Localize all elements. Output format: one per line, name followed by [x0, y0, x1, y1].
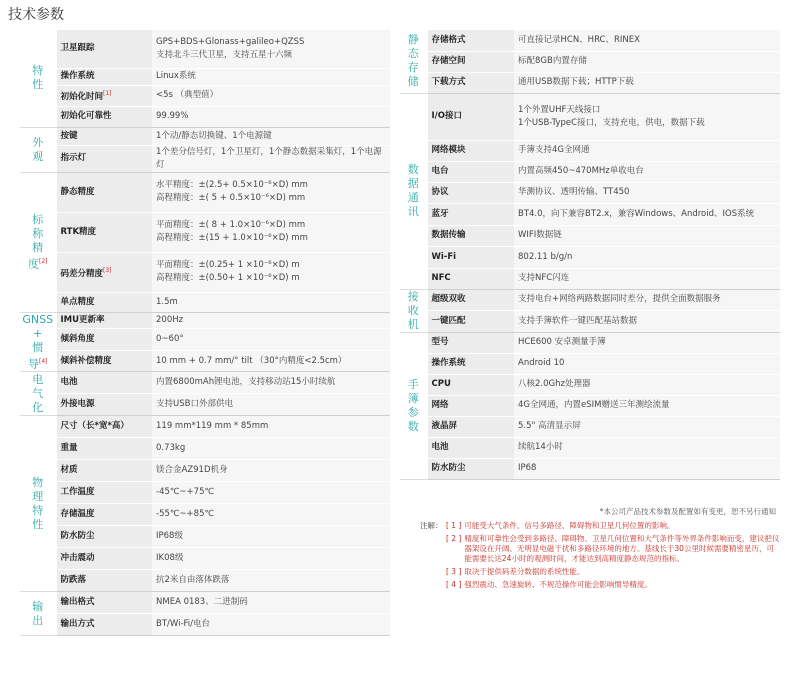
- spec-label: [56, 106, 152, 127]
- footnote-ref: [1]: [103, 90, 112, 98]
- spec-label: [56, 351, 152, 372]
- footnote-ref: [3]: [103, 266, 112, 274]
- note-tag: [ 3 ]: [446, 567, 462, 576]
- group-label: 特 性: [20, 30, 56, 127]
- spec-label: [56, 592, 152, 614]
- spec-label: [427, 268, 514, 289]
- spec-value: 200Hz: [152, 312, 390, 329]
- notes-lead: [420, 534, 446, 564]
- spec-row: [400, 332, 780, 353]
- spec-value: 支持NFC闪连: [514, 268, 780, 289]
- spec-row: [20, 172, 390, 212]
- spec-label: [427, 246, 514, 268]
- notes-lead: [420, 567, 446, 577]
- spec-value: 10 mm + 0.7 mm/° tilt （30°内精度<2.5cm）: [152, 351, 390, 372]
- spec-label: [56, 30, 152, 68]
- spec-label-text: 存储格式: [431, 34, 466, 45]
- spec-label-text: 指示灯: [60, 153, 87, 163]
- note-tag: [ 1 ]: [446, 521, 462, 530]
- spec-row: [400, 416, 780, 437]
- spec-label: [427, 311, 514, 333]
- spec-label: [427, 161, 514, 182]
- spec-label: [427, 182, 514, 203]
- spec-value: 平面精度：±(0.25+ 1 ×10⁻⁶×D) m 高程精度：±(0.50+ 1 ×10⁻⁶×D) m: [152, 252, 390, 292]
- note-text: 可能受大气条件、信号多路径、障碍物和卫星几何位置的影响。: [464, 521, 675, 530]
- spec-label: [56, 570, 152, 592]
- spec-label-text: 防水防尘: [431, 463, 466, 473]
- spec-label-text: 尺寸（长*宽*高）: [60, 421, 129, 432]
- spec-row: [400, 311, 780, 333]
- spec-row: [400, 203, 780, 225]
- note-item: [420, 534, 780, 564]
- spec-value: 水平精度：±(2.5+ 0.5×10⁻⁶×D) mm 高程精度：±( 5 + 0.5×10⁻⁶×D) mm: [152, 172, 390, 212]
- spec-label: [427, 437, 514, 458]
- spec-label: [56, 145, 152, 172]
- spec-label: [56, 172, 152, 212]
- spec-label: [427, 332, 514, 353]
- spec-label-text: 材质: [60, 465, 78, 476]
- spec-value: Android 10: [514, 353, 780, 374]
- spec-label-text: 冲击震动: [60, 553, 95, 564]
- spec-label-text: 下载方式: [431, 77, 466, 87]
- footnote-ref: [4]: [39, 357, 48, 365]
- spec-label-text: 单点精度: [60, 296, 95, 307]
- spec-label: [427, 203, 514, 225]
- spec-row: [20, 416, 390, 438]
- spec-value: 0~60°: [152, 329, 390, 351]
- spec-value: 99.99%: [152, 106, 390, 127]
- spec-row: [20, 312, 390, 329]
- spec-label-text: 操作系统: [431, 358, 466, 368]
- spec-label: [427, 289, 514, 311]
- spec-label: [56, 68, 152, 85]
- spec-label: [427, 395, 514, 416]
- spec-label-text: CPU: [431, 379, 451, 389]
- spec-row: [400, 246, 780, 268]
- spec-label-text: RTK精度: [60, 226, 97, 237]
- spec-value: 1个外置UHF天线接口 1个USB-TypeC接口，支持充电，供电，数据下载: [514, 93, 780, 140]
- spec-label-text: 蓝牙: [431, 208, 449, 219]
- spec-row: [20, 292, 390, 312]
- disclaimer: *本公司产品技术参数及配置如有变更，恕不另行通知: [599, 507, 776, 516]
- spec-label-text: 卫星跟踪: [60, 43, 95, 54]
- spec-value: 手簿支持4G全网通: [514, 140, 780, 161]
- group-label: 静 态 存 储: [400, 30, 427, 93]
- spec-label-text: 电池: [431, 442, 449, 452]
- spec-label-text: 操作系统: [60, 71, 95, 81]
- spec-row: [20, 548, 390, 570]
- spec-label: [56, 438, 152, 460]
- spec-label-text: 超级双收: [431, 294, 466, 305]
- spec-value: 八核2.0Ghz处理器: [514, 374, 780, 395]
- spec-value: 通用USB数据下载；HTTP下载: [514, 72, 780, 93]
- spec-label: [56, 394, 152, 416]
- spec-row: [400, 30, 780, 51]
- spec-label: [427, 353, 514, 374]
- spec-value: 1个差分信号灯，1个卫星灯，1个静态数据采集灯，1个电源灯: [152, 145, 390, 172]
- notes: [420, 521, 780, 593]
- spec-label-text: 数据传输: [431, 230, 466, 240]
- spec-row: [400, 458, 780, 479]
- spec-value: <5s （典型值）: [152, 85, 390, 106]
- spec-value: 支持电台+网络两路数据同时差分，提供全面数据服务: [514, 289, 780, 311]
- spec-row: [20, 460, 390, 482]
- spec-row: [400, 182, 780, 203]
- note-item: [420, 567, 780, 577]
- group-label: 外 观: [20, 127, 56, 172]
- spec-row: [400, 437, 780, 458]
- spec-label-text: 按键: [60, 130, 78, 141]
- spec-label-text: 存储空间: [431, 56, 466, 66]
- note-item: [420, 580, 780, 590]
- spec-row: [20, 504, 390, 526]
- spec-label-text: 输出格式: [60, 597, 95, 608]
- spec-value: 支持USB口外部供电: [152, 394, 390, 416]
- spec-label-text: 初始化可靠性: [60, 111, 112, 121]
- spec-value: 4G全网通，内置eSIM赠送三年测绘流量: [514, 395, 780, 416]
- spec-row: [400, 353, 780, 374]
- spec-label-text: 码差分精度: [60, 268, 104, 279]
- spec-value: 华测协议、透明传输、TT450: [514, 182, 780, 203]
- spec-value: 0.73kg: [152, 438, 390, 460]
- spec-value: IK08级: [152, 548, 390, 570]
- spec-label-text: IMU更新率: [60, 314, 105, 325]
- spec-table-right: [400, 30, 780, 480]
- spec-label: [427, 93, 514, 140]
- spec-row: [20, 394, 390, 416]
- group-label: 数 据 通 讯: [400, 93, 427, 289]
- spec-row: [20, 68, 390, 85]
- spec-label-text: 液晶屏: [431, 421, 458, 431]
- note-text: 取决于提供码差分数据的系统性能。: [464, 567, 585, 576]
- spec-row: [20, 592, 390, 614]
- spec-value: BT/Wi-Fi/电台: [152, 614, 390, 636]
- spec-label-text: Wi-Fi: [431, 251, 457, 262]
- spec-value: 标配8GB内置存储: [514, 51, 780, 72]
- spec-row: [20, 30, 390, 68]
- spec-row: [20, 482, 390, 504]
- spec-row: [400, 374, 780, 395]
- spec-row: [20, 252, 390, 292]
- spec-label-text: 电池: [60, 377, 78, 388]
- spec-row: [20, 212, 390, 252]
- spec-value: 1.5m: [152, 292, 390, 312]
- spec-label-text: 型号: [431, 337, 449, 347]
- spec-label-text: 静态精度: [60, 186, 95, 197]
- note-text: 精度和可靠性会受到多路径、障碍物、卫星几何位置和大气条件等外界条件影响而变，建议把仪器架设在开阔、无明显电磁干扰和多路径环境的地方。基线长于30公里时候需要精密星历，可能需要长达24小时的观测时间，才能达到高精度静态规范的指标。: [464, 534, 780, 563]
- group-label: GNSS + 惯 导[4]: [20, 312, 56, 372]
- spec-label: [56, 482, 152, 504]
- spec-label: [56, 312, 152, 329]
- footnote-ref: [2]: [39, 257, 48, 265]
- spec-value: -55℃~+85℃: [152, 504, 390, 526]
- spec-label: [427, 416, 514, 437]
- spec-label: [427, 458, 514, 479]
- spec-label: [56, 85, 152, 106]
- spec-row: [400, 93, 780, 140]
- spec-value: 内置6800mAh锂电池，支持移动站15小时续航: [152, 372, 390, 394]
- spec-label: [427, 30, 514, 51]
- spec-label: [56, 526, 152, 548]
- spec-row: [20, 614, 390, 636]
- spec-value: 支持手簿软件一键匹配基站数据: [514, 311, 780, 333]
- spec-row: [400, 289, 780, 311]
- spec-label: [56, 460, 152, 482]
- spec-label-text: 倾斜角度: [60, 334, 95, 345]
- spec-row: [400, 51, 780, 72]
- spec-row: [400, 225, 780, 246]
- spec-label-text: 存储温度: [60, 509, 95, 520]
- group-label: 标 称 精 度[2]: [20, 172, 56, 312]
- spec-label-text: 倾斜补偿精度: [60, 355, 112, 366]
- spec-label: [56, 614, 152, 636]
- spec-value: 1个动/静态切换键、1个电源键: [152, 127, 390, 145]
- spec-label: [56, 372, 152, 394]
- note-tag: [ 2 ]: [446, 534, 462, 543]
- spec-value: Linux系统: [152, 68, 390, 85]
- group-label: 接 收 机: [400, 289, 427, 332]
- spec-label-text: 外接电源: [60, 399, 95, 410]
- group-label: 物 理 特 性: [20, 416, 56, 592]
- spec-row: [400, 268, 780, 289]
- spec-label-text: 输出方式: [60, 619, 95, 630]
- spec-value: 119 mm*119 mm * 85mm: [152, 416, 390, 438]
- spec-label: [427, 225, 514, 246]
- spec-label: [56, 548, 152, 570]
- spec-value: NMEA 0183、二进制码: [152, 592, 390, 614]
- note-item: [420, 521, 780, 531]
- spec-label-text: 电台: [431, 166, 449, 176]
- spec-value: GPS+BDS+Glonass+galileo+QZSS 支持北斗三代卫星，支持五星十六频: [152, 30, 390, 68]
- spec-value: 平面精度：±( 8 + 1.0×10⁻⁶×D) mm 高程精度：±(15 + 1.0×10⁻⁶×D) mm: [152, 212, 390, 252]
- spec-value: 镁合金AZ91D机身: [152, 460, 390, 482]
- group-label: 电 气 化: [20, 372, 56, 416]
- spec-label-text: 网络: [431, 400, 449, 410]
- spec-label-text: 重量: [60, 443, 78, 454]
- spec-label: [56, 292, 152, 312]
- spec-label: [56, 416, 152, 438]
- spec-value: BT4.0，向下兼容BT2.x，兼容Windows、Android、IOS系统: [514, 203, 780, 225]
- spec-label-text: 防跌落: [60, 575, 87, 586]
- spec-value: 5.5" 高清显示屏: [514, 416, 780, 437]
- spec-label: [56, 127, 152, 145]
- group-label: 输 出: [20, 592, 56, 636]
- spec-value: IP68: [514, 458, 780, 479]
- spec-row: [20, 526, 390, 548]
- group-label: 手 簿 参 数: [400, 332, 427, 479]
- spec-label: [56, 252, 152, 292]
- spec-label-text: 工作温度: [60, 487, 95, 498]
- page-title: 技术参数: [8, 7, 64, 23]
- note-text: 强烈震动、急速旋转、不规范操作可能会影响惯导精度。: [464, 580, 652, 589]
- spec-label: [427, 51, 514, 72]
- spec-label-text: I/O接口: [431, 111, 462, 121]
- spec-row: [20, 570, 390, 592]
- spec-value: 续航14小时: [514, 437, 780, 458]
- spec-value: IP68级: [152, 526, 390, 548]
- spec-row: [400, 161, 780, 182]
- spec-label-text: 一键匹配: [431, 315, 466, 326]
- notes-lead: [420, 580, 446, 590]
- spec-label-text: 协议: [431, 187, 449, 197]
- spec-value: HCE600 安卓测量手簿: [514, 332, 780, 353]
- spec-row: [400, 72, 780, 93]
- spec-label: [56, 504, 152, 526]
- spec-value: 可直接记录HCN、HRC、RINEX: [514, 30, 780, 51]
- spec-label-text: 网络模块: [431, 145, 466, 155]
- spec-row: [20, 351, 390, 372]
- spec-label: [56, 329, 152, 351]
- spec-table-left: [20, 30, 390, 636]
- spec-value: -45℃~+75℃: [152, 482, 390, 504]
- spec-row: [20, 372, 390, 394]
- spec-label: [427, 374, 514, 395]
- notes-lead: 注解：: [420, 521, 443, 530]
- spec-label: [427, 140, 514, 161]
- spec-value: 抗2米自由落体跌落: [152, 570, 390, 592]
- spec-row: [20, 127, 390, 145]
- spec-label-text: NFC: [431, 273, 451, 283]
- spec-label-text: 防水防尘: [60, 531, 95, 542]
- spec-value: 802.11 b/g/n: [514, 246, 780, 268]
- spec-row: [20, 106, 390, 127]
- spec-value: WIFI数据链: [514, 225, 780, 246]
- spec-label: [56, 212, 152, 252]
- spec-row: [400, 140, 780, 161]
- note-tag: [ 4 ]: [446, 580, 462, 589]
- spec-row: [20, 329, 390, 351]
- spec-row: [20, 85, 390, 106]
- spec-row: [20, 438, 390, 460]
- spec-row: [400, 395, 780, 416]
- spec-value: 内置高频450~470MHz单收电台: [514, 161, 780, 182]
- spec-row: [20, 145, 390, 172]
- spec-label-text: 初始化时间: [60, 91, 104, 102]
- spec-label: [427, 72, 514, 93]
